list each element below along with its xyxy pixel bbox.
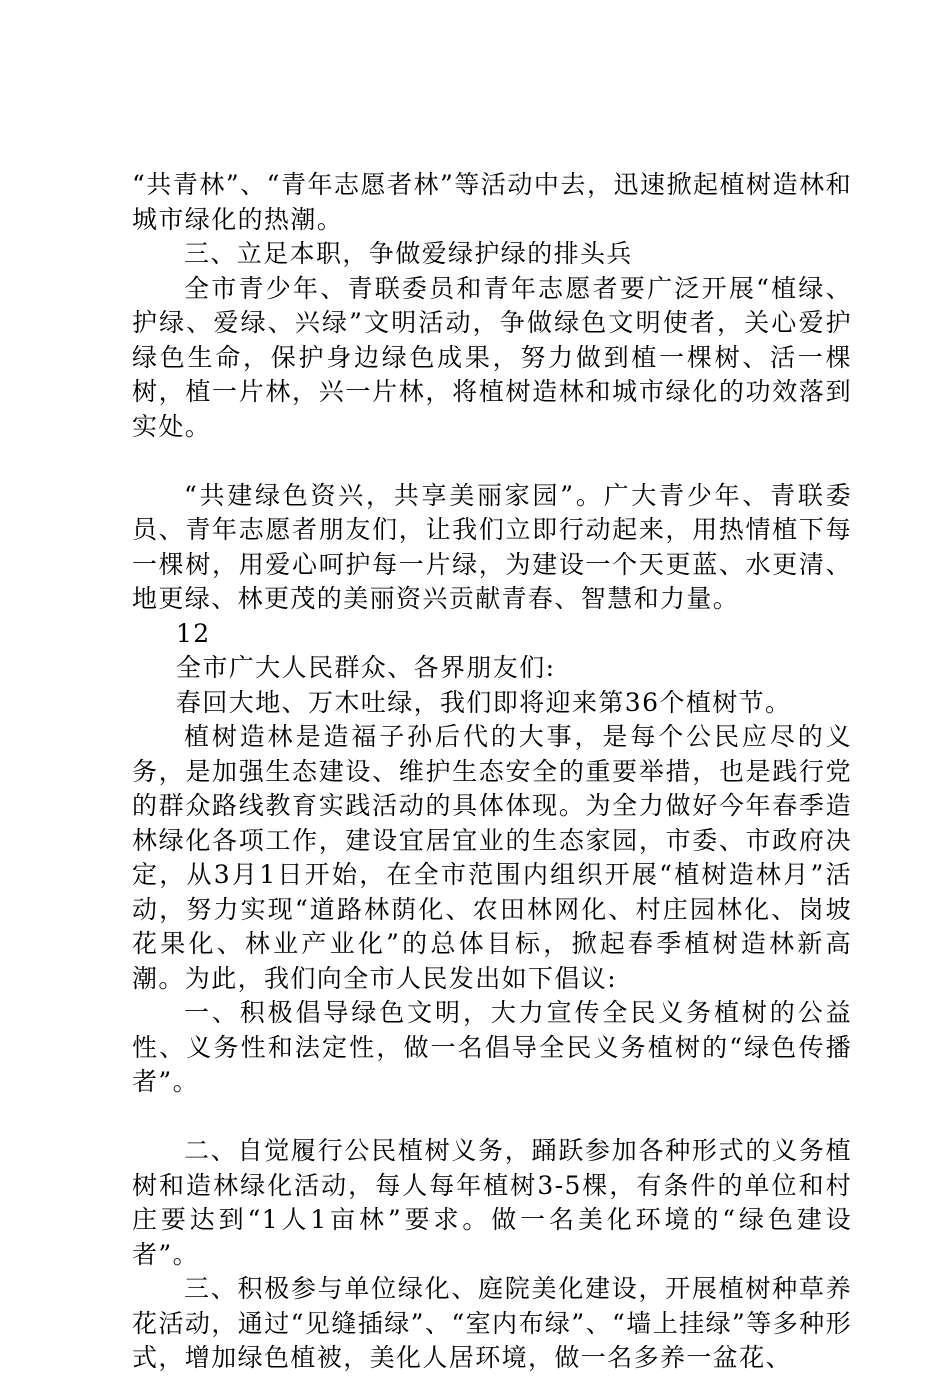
paragraph-background: 植树造林是造福子孙后代的大事，是每个公民应尽的义务，是加强生态建设、维护生态安全的重要举措，也是践行党的群众路线教育实践活动的具体体现。为全力做好今年春季造林绿化各项工作，建设宜居宜业的生态家园，市委、市政府决定，从3月1日开始，在全市范围内组织开展“植树造林月”活动，努力实现“道路林荫化、农田林网化、村庄园林化、岗坡花果化、林业产业化”的总体目标，掀起春季植树造林新高潮。为此，我们向全市人民发出如下倡议:: [132, 722, 852, 993]
blank-line: [132, 444, 852, 479]
salutation: 全市广大人民群众、各界朋友们:: [176, 653, 556, 682]
document-body: [132, 168, 852, 1376]
proposal-2: 二、自觉履行公民植树义务，踊跃参加各种形式的义务植树和造林绿化活动，每人每年植树3-5棵，有条件的单位和村庄要达到“1人1亩林”要求。做一名美化环境的“绿色建设者”。: [132, 1136, 852, 1269]
proposal-3: 三、积极参与单位绿化、庭院美化建设，开展植树种草养花活动，通过“见缝插绿”、“室内布绿”、“墙上挂绿”等多种形式，增加绿色植被，美化人居环境，做一名多养一盆花、: [132, 1274, 852, 1372]
proposal-1: 一、积极倡导绿色文明，大力宣传全民义务植树的公益性、义务性和法定性，做一名倡导全民义务植树的“绿色传播者”。: [132, 998, 852, 1096]
paragraph-youth-action: 全市青少年、青联委员和青年志愿者要广泛开展“植绿、护绿、爱绿、兴绿”文明活动，争做绿色文明使者，关心爱护绿色生命，保护身边绿色成果，努力做到植一棵树、活一棵树，植一片林，兴一片林，将植树造林和城市绿化的功效落到实处。: [132, 273, 852, 441]
section-number: 12: [176, 618, 211, 648]
section-heading-3: 三、立足本职，争做爱绿护绿的排头兵: [184, 239, 633, 268]
paragraph-continuation: “共青林”、“青年志愿者林”等活动中去，迅速掀起植树造林和城市绿化的热潮。: [132, 170, 852, 234]
paragraph-closing-call: “共建绿色资兴，共享美丽家园”。广大青少年、青联委员、青年志愿者朋友们，让我们立即行动起来，用热情植下每一棵树，用爱心呵护每一片绿，为建设一个天更蓝、水更清、地更绿、林更茂的美丽资兴贡献青春、智慧和力量。: [132, 480, 852, 613]
blank-line: [132, 1100, 852, 1135]
paragraph-intro: 春回大地、万木吐绿，我们即将迎来第36个植树节。: [176, 687, 792, 717]
